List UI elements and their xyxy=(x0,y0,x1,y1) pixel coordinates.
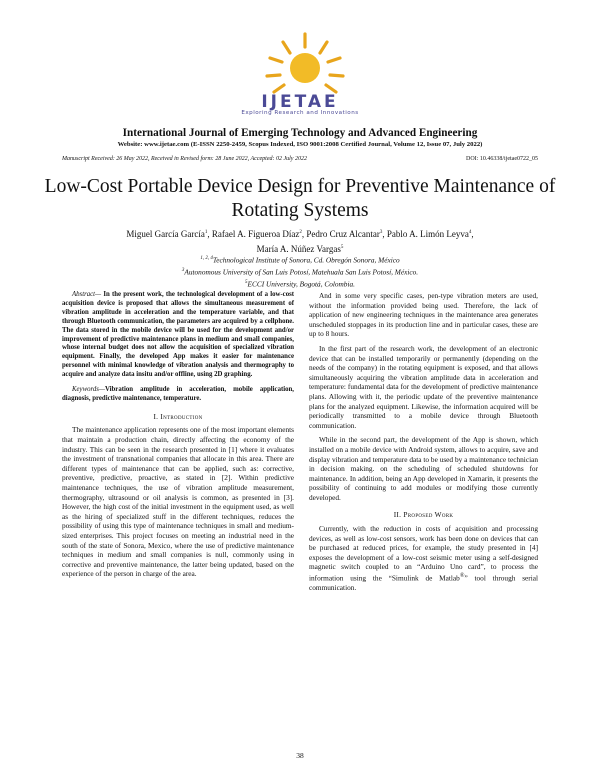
body-paragraph: And in some very specific cases, pen-type vibration meters are used, without the information provided being used. Therefore, the lack of application of new engineering techniques in the maintenance area generates unscheduled stoppages in its production line and in particular cases, these are up to 8 hours. xyxy=(309,291,538,339)
journal-website-line: Website: www.ijetae.com (E-ISSN 2250-2459, Scopus Indexed, ISO 9001:2008 Certified Journal, Volume 12, Issue 07, July 2022) xyxy=(117,141,483,148)
page-number: 38 xyxy=(296,751,304,760)
author-sup: 5 xyxy=(340,245,344,250)
body-paragraph: The maintenance application represents one of the most important elements that maintain a production chain, directly affecting the economy of the industry. This can be seen in the research presented in [1] where it evaluates the investment of transnational companies that allocate in this area. There are different types of maintenance that can be applied, such as: corrective, preventive, predictive, proactive, as stated in [2]. Within predictive maintenance techniques, the use of vibration amplitude measurement, thermography, ultrasound or oil analysis is common, as presented in [3]. However, the high cost of the initial investment in the equipment used, as well as the hiring of specialized stuff in the different techniques, reduces the possibility of using this type of maintenance techniques in small and medium-sized enterprises. This project focuses on meeting an industrial need in the south of the state of Sonora, Mexico, where the use of predictive maintenance techniques in medium and small companies is null, commonly using in corrective and preventive maintenance, the latter being updated, based on the experience of the person in charge of the area. xyxy=(62,425,294,579)
paper-title: Low-Cost Portable Device Design for Preventive Maintenance of Rotating Systems xyxy=(44,176,556,221)
author-sup: 3 xyxy=(379,230,383,235)
right-column xyxy=(309,291,538,593)
logo-tagline: Exploring Research and Innovations xyxy=(241,110,359,116)
author-sup: 1 xyxy=(204,230,208,235)
abstract-label: Abstract— xyxy=(72,291,102,298)
author-sup: 4 xyxy=(468,230,472,235)
author-sup: 2 xyxy=(299,230,302,235)
author: Rafael A. Figueroa Díaz xyxy=(211,229,300,239)
manuscript-dates: Manuscript Received: 26 May 2022, Received in Revised form: 28 June 2022, Accepted: 02 July 2022 xyxy=(62,156,307,162)
logo-wordmark: IJETAE xyxy=(261,92,339,112)
author-list: Miguel García García$^1$, Rafael A. Figueroa Díaz$^2$, Pedro Cruz Alcantar$^3$, Pablo A. Limón Leyva$^4$, María A. Núñez Vargas$^5$ xyxy=(126,229,474,254)
author: Pablo A. Limón Leyva xyxy=(386,229,469,239)
section-heading-proposed-work: II. Proposed Work xyxy=(393,510,454,520)
affiliation: $^5$ECCI University, Bogotá, Colombia. xyxy=(245,279,355,289)
abstract xyxy=(62,291,294,380)
section-heading-introduction: I. Introduction xyxy=(153,411,203,421)
doi: DOI: 10.46338/ijetae0722_05 xyxy=(466,156,538,162)
affiliations xyxy=(80,254,520,289)
affiliation: $^3$Autonomous University of San Luis Potosí, Matehuala San Luis Potosí, México. xyxy=(181,267,419,277)
author: Miguel García García xyxy=(126,229,205,239)
keywords-label: Keywords— xyxy=(72,386,105,394)
author: Pedro Cruz Alcantar xyxy=(306,229,380,239)
author: María A. Núñez Vargas xyxy=(256,244,341,254)
left-column xyxy=(62,291,294,579)
keywords xyxy=(62,386,294,404)
journal-name: International Journal of Emerging Technology and Advanced Engineering xyxy=(122,127,478,139)
body-paragraph: While in the second part, the development of the App is shown, which installed on a mobile device with Android system, allows to acquire, save and display vibration and temperature data to be used by a maintenance technician in decision making. on the scheduling of scheduled shutdowns for maintenance. In addition, being an App developed in Xamarin, it presents the possibility of continuing to add modules or modifying those currently developed. xyxy=(309,435,538,502)
abstract-text: In the present work, the technological development of a low-cost acquisition device is proposed that allows the simultaneous measurement of vibration amplitude in acceleration and the temperature variable, and that through Bluetooth communication, the parameters are acquired by a cellphone. The data stored in the mobile device will be used for the development and/or improvement of predictive maintenance plans in medium and small companies, whose internal budget does not allow the acquisition of specialized vibration equipment. Finally, the developed App makes it easier for maintenance personnel with minimal knowledge of vibration analysis and thermography to acquire and analyze data insitu and/or offline, using 2D graphing. xyxy=(62,291,295,379)
keywords-text: Vibration amplitude in acceleration, mobile application, diagnosis, predictive maintenance, temperature. xyxy=(62,386,294,402)
body-paragraph: Currently, with the reduction in costs of acquisition and processing devices, as well as low-cost sensors, work has been done on devices that can be purchased at reduced prices, for example, the study presented in [4] exposes the development of a low-cost seismic meter using a self-designed magnetic switch coupled to an “Arduino Uno card”, to process the information using the “Simulink de Matlab®” tool through serial communication. xyxy=(309,524,538,593)
affiliation: $^{1, 2, 4}$Technological Institute of Sonora, Cd. Obregón Sonora, México xyxy=(200,255,400,265)
body-paragraph: In the first part of the research work, the development of an electronic device that can be installed temporarily or permanently (depending on the needs of the company) in the rotating equipment is exposed, and that allows simultaneously acquiring the vibration amplitude data in acceleration and temperature: fundamental data for the development of predictive maintenance plans. Allowing with it, the periodic update of the preventive maintenance plans for the analyzed equipment. Likewise, the information acquired will be periodically transmitted to a mobile device through Bluetooth communication. xyxy=(309,343,538,430)
sun-icon xyxy=(267,34,343,92)
